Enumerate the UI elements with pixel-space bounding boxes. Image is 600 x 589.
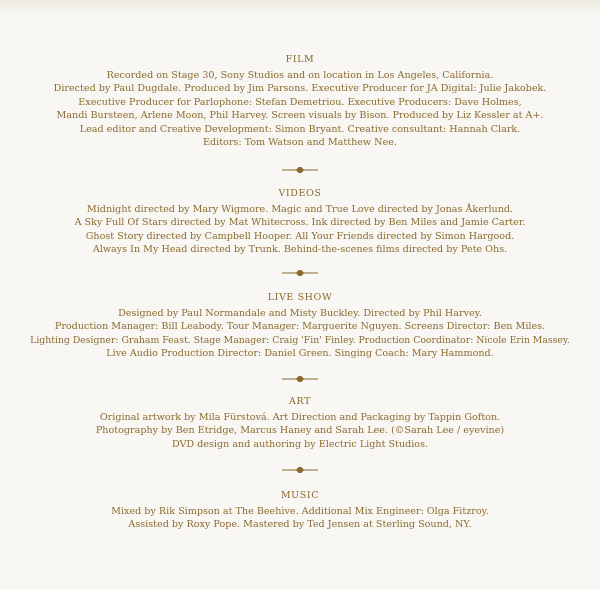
credit-line: Original artwork by Mila Fürstová. Art Direction and Packaging by Tappin Gofton. bbox=[99, 412, 501, 423]
credit-line: Lead editor and Creative Development: Simon Bryant. Creative consultant: Hannah Clark. bbox=[79, 123, 521, 135]
section-heading: FILM bbox=[285, 54, 315, 65]
music-section bbox=[0, 490, 600, 532]
credit-line: Mandi Bursteen, Arlene Moon, Phil Harvey. Screen visuals by Bison. Produced by Liz Kessler at A+. bbox=[56, 110, 544, 122]
videos-section bbox=[0, 188, 600, 257]
credit-line: Executive Producer for Parlophone: Stefan Demetriou. Executive Producers: Dave Holmes, bbox=[78, 96, 522, 108]
ornament-divider bbox=[282, 167, 318, 173]
credit-line: Directed by Paul Dugdale. Produced by Jim Parsons. Executive Producer for JA Digital: Julie Jakobek. bbox=[53, 83, 547, 95]
section-heading: ART bbox=[289, 396, 311, 407]
page-top-edge bbox=[0, 0, 600, 14]
credit-line: Assisted by Roxy Pope. Mastered by Ted Jensen at Sterling Sound, NY. bbox=[128, 519, 472, 531]
ornament-divider bbox=[282, 376, 318, 382]
credit-line: Designed by Paul Normandale and Misty Buckley. Directed by Phil Harvey. bbox=[118, 308, 482, 319]
art-section bbox=[0, 396, 600, 451]
credit-line: DVD design and authoring by Electric Light Studios. bbox=[171, 438, 429, 450]
credit-line: Editors: Tom Watson and Matthew Nee. bbox=[202, 137, 397, 149]
credit-line: Mixed by Rik Simpson at The Beehive. Additional Mix Engineer: Olga Fitzroy. bbox=[111, 506, 489, 517]
credit-line: Production Manager: Bill Leabody. Tour Manager: Marguerite Nguyen. Screens Director: Ben Miles. bbox=[54, 321, 546, 333]
credit-line: Photography by Ben Etridge, Marcus Haney and Sarah Lee. (©Sarah Lee / eyevine) bbox=[95, 425, 505, 437]
credit-line: Live Audio Production Director: Daniel Green. Singing Coach: Mary Hammond. bbox=[106, 348, 494, 360]
credit-line: Midnight directed by Mary Wigmore. Magic and True Love directed by Jonas Åkerlund. bbox=[86, 204, 514, 215]
credit-line: Recorded on Stage 30, Sony Studios and on location in Los Angeles, California. bbox=[106, 70, 494, 81]
film-section bbox=[0, 54, 600, 149]
ornament-divider bbox=[282, 270, 318, 276]
credit-line: Ghost Story directed by Campbell Hooper. All Your Friends directed by Simon Hargood. bbox=[85, 230, 515, 242]
credit-line: Lighting Designer: Graham Feast. Stage Manager: Craig 'Fin' Finley. Production Coordinator: Nicole Erin Massey. bbox=[30, 334, 570, 346]
credit-line: Always In My Head directed by Trunk. Behind-the-scenes films directed by Pete Ohs. bbox=[92, 244, 508, 256]
section-heading: VIDEOS bbox=[278, 188, 322, 199]
section-heading: LIVE SHOW bbox=[267, 292, 333, 303]
live-show-section bbox=[0, 292, 600, 361]
section-heading: MUSIC bbox=[280, 490, 320, 501]
ornament-divider bbox=[282, 467, 318, 473]
credit-line: A Sky Full Of Stars directed by Mat Whitecross. Ink directed by Ben Miles and Jamie Carter. bbox=[74, 217, 526, 229]
